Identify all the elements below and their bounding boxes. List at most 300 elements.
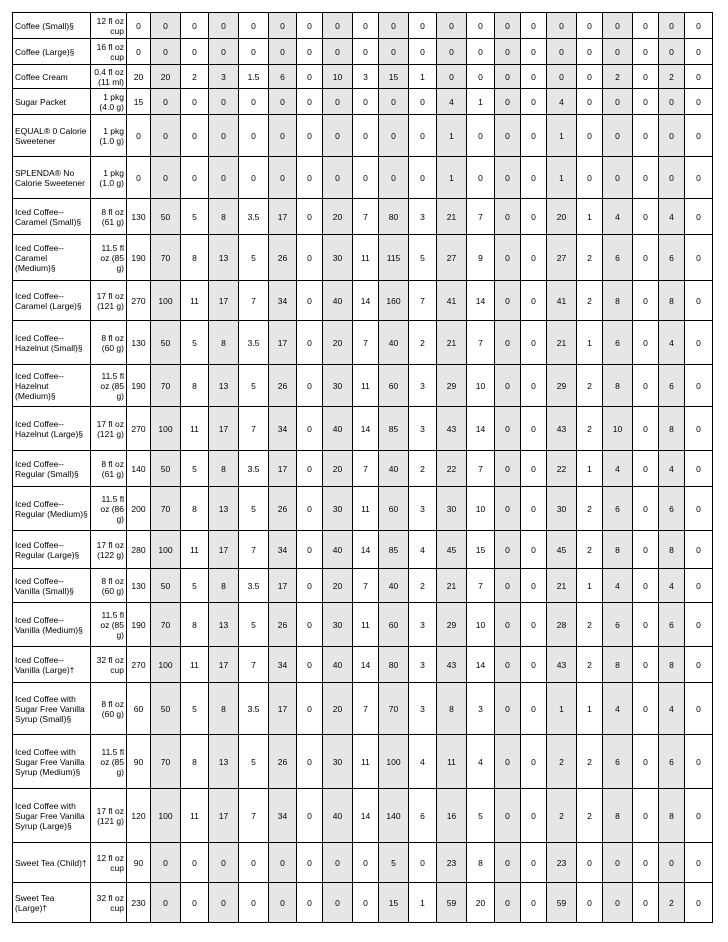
value-cell: 0 (127, 157, 151, 199)
value-cell: 0 (685, 735, 713, 789)
value-cell: 29 (547, 365, 577, 407)
value-cell: 0 (521, 39, 547, 65)
value-cell: 100 (151, 407, 181, 451)
value-cell: 0 (239, 39, 269, 65)
value-cell: 7 (239, 531, 269, 569)
value-cell: 34 (269, 281, 297, 321)
value-cell: 0 (633, 13, 659, 39)
nutrition-table (12, 12, 713, 923)
value-cell: 0 (181, 157, 209, 199)
value-cell: 16 (437, 789, 467, 843)
value-cell: 4 (659, 451, 685, 487)
value-cell: 0 (353, 13, 379, 39)
value-cell: 1 (467, 89, 495, 115)
value-cell: 20 (323, 683, 353, 735)
value-cell: 0 (209, 157, 239, 199)
value-cell: 14 (467, 647, 495, 683)
value-cell: 200 (127, 487, 151, 531)
value-cell: 6 (603, 603, 633, 647)
value-cell: 4 (603, 451, 633, 487)
value-cell: 3.5 (239, 321, 269, 365)
value-cell: 17 (269, 199, 297, 235)
serving-size-cell: 11.5 fl oz (86 g) (91, 487, 127, 531)
value-cell: 0 (633, 235, 659, 281)
value-cell: 270 (127, 647, 151, 683)
value-cell: 70 (379, 683, 409, 735)
serving-size-cell: 17 fl oz (121 g) (91, 281, 127, 321)
item-name-cell: EQUAL® 0 Calorie Sweetener (13, 115, 91, 157)
value-cell: 11 (353, 235, 379, 281)
value-cell: 0 (379, 115, 409, 157)
value-cell: 0 (495, 569, 521, 603)
serving-size-cell: 1 pkg (1.0 g) (91, 115, 127, 157)
value-cell: 41 (437, 281, 467, 321)
value-cell: 0 (633, 39, 659, 65)
value-cell: 43 (437, 407, 467, 451)
value-cell: 3 (353, 65, 379, 89)
value-cell: 0 (521, 115, 547, 157)
value-cell: 0 (633, 281, 659, 321)
value-cell: 2 (577, 487, 603, 531)
value-cell: 4 (659, 683, 685, 735)
value-cell: 6 (603, 321, 633, 365)
value-cell: 17 (209, 407, 239, 451)
serving-size-cell: 0.4 fl oz (11 ml) (91, 65, 127, 89)
value-cell: 11 (181, 789, 209, 843)
value-cell: 60 (379, 365, 409, 407)
value-cell: 3 (409, 407, 437, 451)
value-cell: 2 (577, 789, 603, 843)
value-cell: 0 (297, 199, 323, 235)
value-cell: 0 (409, 13, 437, 39)
value-cell: 5 (239, 365, 269, 407)
value-cell: 1 (577, 683, 603, 735)
value-cell: 0 (521, 647, 547, 683)
value-cell: 0 (353, 157, 379, 199)
value-cell: 1.5 (239, 65, 269, 89)
value-cell: 0 (323, 115, 353, 157)
value-cell: 5 (467, 789, 495, 843)
value-cell: 1 (547, 683, 577, 735)
value-cell: 1 (547, 157, 577, 199)
value-cell: 0 (209, 843, 239, 883)
value-cell: 14 (353, 789, 379, 843)
value-cell: 0 (467, 115, 495, 157)
value-cell: 0 (297, 843, 323, 883)
value-cell: 0 (495, 683, 521, 735)
value-cell: 7 (353, 569, 379, 603)
value-cell: 6 (269, 65, 297, 89)
item-name-cell: Iced Coffee-- Hazelnut (Large)§ (13, 407, 91, 451)
value-cell: 0 (297, 157, 323, 199)
value-cell: 7 (467, 451, 495, 487)
value-cell: 0 (633, 603, 659, 647)
value-cell: 0 (685, 569, 713, 603)
value-cell: 11 (353, 735, 379, 789)
value-cell: 0 (495, 157, 521, 199)
value-cell: 0 (521, 683, 547, 735)
value-cell: 6 (659, 365, 685, 407)
value-cell: 8 (181, 487, 209, 531)
value-cell: 0 (495, 451, 521, 487)
value-cell: 0 (409, 843, 437, 883)
value-cell: 6 (603, 235, 633, 281)
serving-size-cell: 8 fl oz (60 g) (91, 321, 127, 365)
value-cell: 50 (151, 683, 181, 735)
value-cell: 60 (379, 487, 409, 531)
item-name-cell: SPLENDA® No Calorie Sweetener (13, 157, 91, 199)
value-cell: 8 (659, 531, 685, 569)
item-name-cell: Sweet Tea (Large)† (13, 883, 91, 923)
value-cell: 0 (239, 157, 269, 199)
value-cell: 70 (151, 735, 181, 789)
value-cell: 20 (323, 199, 353, 235)
value-cell: 0 (209, 13, 239, 39)
value-cell: 0 (297, 647, 323, 683)
value-cell: 0 (521, 843, 547, 883)
value-cell: 3 (467, 683, 495, 735)
serving-size-cell: 12 fl oz cup (91, 13, 127, 39)
value-cell: 70 (151, 487, 181, 531)
value-cell: 0 (685, 321, 713, 365)
value-cell: 1 (409, 883, 437, 923)
value-cell: 8 (467, 843, 495, 883)
serving-size-cell: 8 fl oz (60 g) (91, 569, 127, 603)
value-cell: 22 (547, 451, 577, 487)
value-cell: 0 (297, 13, 323, 39)
value-cell: 5 (379, 843, 409, 883)
value-cell: 2 (577, 407, 603, 451)
value-cell: 0 (633, 199, 659, 235)
value-cell: 17 (269, 321, 297, 365)
value-cell: 4 (659, 199, 685, 235)
value-cell: 0 (297, 281, 323, 321)
value-cell: 59 (547, 883, 577, 923)
value-cell: 0 (521, 883, 547, 923)
value-cell: 8 (603, 365, 633, 407)
value-cell: 0 (297, 321, 323, 365)
value-cell: 0 (685, 603, 713, 647)
value-cell: 20 (323, 451, 353, 487)
value-cell: 20 (127, 65, 151, 89)
value-cell: 15 (127, 89, 151, 115)
value-cell: 0 (521, 235, 547, 281)
value-cell: 23 (547, 843, 577, 883)
value-cell: 0 (685, 199, 713, 235)
value-cell: 2 (577, 235, 603, 281)
value-cell: 23 (437, 843, 467, 883)
value-cell: 0 (181, 13, 209, 39)
value-cell: 80 (379, 647, 409, 683)
value-cell: 0 (297, 789, 323, 843)
value-cell: 0 (467, 65, 495, 89)
value-cell: 0 (323, 89, 353, 115)
table-row (13, 647, 713, 683)
value-cell: 0 (353, 843, 379, 883)
value-cell: 0 (685, 789, 713, 843)
value-cell: 14 (467, 407, 495, 451)
value-cell: 7 (409, 281, 437, 321)
value-cell: 0 (577, 157, 603, 199)
value-cell: 130 (127, 569, 151, 603)
value-cell: 0 (269, 157, 297, 199)
table-row (13, 569, 713, 603)
value-cell: 0 (297, 39, 323, 65)
value-cell: 0 (323, 13, 353, 39)
value-cell: 0 (437, 13, 467, 39)
value-cell: 0 (297, 883, 323, 923)
value-cell: 15 (379, 883, 409, 923)
value-cell: 7 (239, 281, 269, 321)
value-cell: 0 (685, 843, 713, 883)
value-cell: 26 (269, 487, 297, 531)
value-cell: 8 (181, 735, 209, 789)
value-cell: 14 (353, 407, 379, 451)
value-cell: 28 (547, 603, 577, 647)
value-cell: 26 (269, 735, 297, 789)
value-cell: 70 (151, 603, 181, 647)
value-cell: 70 (151, 365, 181, 407)
value-cell: 0 (521, 735, 547, 789)
value-cell: 0 (633, 789, 659, 843)
value-cell: 100 (151, 789, 181, 843)
value-cell: 100 (151, 531, 181, 569)
value-cell: 21 (547, 569, 577, 603)
value-cell: 11 (353, 603, 379, 647)
serving-size-cell: 11.5 fl oz (85 g) (91, 603, 127, 647)
value-cell: 6 (659, 487, 685, 531)
value-cell: 0 (323, 157, 353, 199)
value-cell: 2 (577, 281, 603, 321)
value-cell: 0 (379, 13, 409, 39)
item-name-cell: Iced Coffee with Sugar Free Vanilla Syrup (Medium)§ (13, 735, 91, 789)
value-cell: 0 (323, 39, 353, 65)
value-cell: 21 (437, 199, 467, 235)
item-name-cell: Iced Coffee with Sugar Free Vanilla Syrup (Large)§ (13, 789, 91, 843)
value-cell: 8 (603, 531, 633, 569)
value-cell: 0 (495, 531, 521, 569)
value-cell: 13 (209, 603, 239, 647)
value-cell: 4 (603, 199, 633, 235)
value-cell: 100 (151, 281, 181, 321)
value-cell: 0 (685, 883, 713, 923)
table-row (13, 321, 713, 365)
value-cell: 13 (209, 735, 239, 789)
value-cell: 0 (659, 13, 685, 39)
item-name-cell: Iced Coffee-- Regular (Large)§ (13, 531, 91, 569)
value-cell: 0 (685, 65, 713, 89)
value-cell: 0 (297, 115, 323, 157)
value-cell: 0 (659, 39, 685, 65)
value-cell: 6 (659, 235, 685, 281)
value-cell: 0 (547, 65, 577, 89)
value-cell: 13 (209, 235, 239, 281)
value-cell: 8 (209, 321, 239, 365)
value-cell: 1 (577, 321, 603, 365)
table-row (13, 603, 713, 647)
table-row (13, 65, 713, 89)
value-cell: 50 (151, 199, 181, 235)
value-cell: 29 (437, 365, 467, 407)
value-cell: 0 (181, 883, 209, 923)
value-cell: 0 (495, 789, 521, 843)
value-cell: 7 (353, 321, 379, 365)
value-cell: 3 (409, 365, 437, 407)
value-cell: 17 (269, 683, 297, 735)
value-cell: 0 (297, 365, 323, 407)
value-cell: 2 (181, 65, 209, 89)
value-cell: 17 (209, 647, 239, 683)
value-cell: 0 (685, 531, 713, 569)
value-cell: 3 (409, 647, 437, 683)
value-cell: 0 (151, 39, 181, 65)
value-cell: 0 (521, 451, 547, 487)
value-cell: 0 (297, 735, 323, 789)
value-cell: 7 (239, 407, 269, 451)
value-cell: 5 (239, 235, 269, 281)
value-cell: 43 (547, 407, 577, 451)
value-cell: 0 (577, 89, 603, 115)
item-name-cell: Iced Coffee-- Caramel (Medium)§ (13, 235, 91, 281)
item-name-cell: Iced Coffee-- Hazelnut (Small)§ (13, 321, 91, 365)
value-cell: 0 (521, 569, 547, 603)
table-row (13, 531, 713, 569)
value-cell: 0 (379, 157, 409, 199)
item-name-cell: Iced Coffee-- Vanilla (Large)† (13, 647, 91, 683)
value-cell: 0 (323, 843, 353, 883)
value-cell: 0 (297, 89, 323, 115)
value-cell: 0 (151, 13, 181, 39)
value-cell: 26 (269, 235, 297, 281)
serving-size-cell: 11.5 fl oz (85 g) (91, 735, 127, 789)
value-cell: 0 (633, 531, 659, 569)
value-cell: 7 (467, 199, 495, 235)
value-cell: 0 (409, 89, 437, 115)
value-cell: 85 (379, 407, 409, 451)
value-cell: 4 (659, 569, 685, 603)
value-cell: 0 (467, 39, 495, 65)
value-cell: 0 (269, 89, 297, 115)
value-cell: 8 (209, 451, 239, 487)
item-name-cell: Iced Coffee-- Vanilla (Small)§ (13, 569, 91, 603)
value-cell: 0 (297, 603, 323, 647)
value-cell: 0 (659, 157, 685, 199)
value-cell: 270 (127, 281, 151, 321)
value-cell: 0 (151, 843, 181, 883)
value-cell: 0 (209, 89, 239, 115)
value-cell: 5 (181, 199, 209, 235)
value-cell: 0 (547, 13, 577, 39)
value-cell: 11 (353, 487, 379, 531)
value-cell: 2 (409, 321, 437, 365)
value-cell: 0 (495, 199, 521, 235)
value-cell: 0 (437, 65, 467, 89)
value-cell: 30 (323, 735, 353, 789)
value-cell: 0 (603, 115, 633, 157)
value-cell: 0 (603, 39, 633, 65)
value-cell: 160 (379, 281, 409, 321)
value-cell: 30 (323, 487, 353, 531)
value-cell: 22 (437, 451, 467, 487)
value-cell: 17 (209, 789, 239, 843)
value-cell: 1 (547, 115, 577, 157)
value-cell: 17 (209, 531, 239, 569)
value-cell: 8 (181, 603, 209, 647)
serving-size-cell: 8 fl oz (60 g) (91, 683, 127, 735)
value-cell: 0 (495, 13, 521, 39)
value-cell: 0 (521, 365, 547, 407)
value-cell: 0 (633, 843, 659, 883)
value-cell: 0 (659, 115, 685, 157)
value-cell: 5 (181, 569, 209, 603)
value-cell: 40 (323, 281, 353, 321)
value-cell: 11 (181, 281, 209, 321)
value-cell: 10 (603, 407, 633, 451)
value-cell: 11 (181, 531, 209, 569)
serving-size-cell: 1 pkg (1.0 g) (91, 157, 127, 199)
value-cell: 5 (239, 603, 269, 647)
value-cell: 100 (151, 647, 181, 683)
value-cell: 0 (151, 883, 181, 923)
value-cell: 8 (209, 683, 239, 735)
value-cell: 5 (239, 487, 269, 531)
value-cell: 280 (127, 531, 151, 569)
value-cell: 7 (239, 789, 269, 843)
value-cell: 0 (209, 883, 239, 923)
value-cell: 130 (127, 321, 151, 365)
value-cell: 40 (323, 647, 353, 683)
value-cell: 7 (239, 647, 269, 683)
value-cell: 230 (127, 883, 151, 923)
value-cell: 0 (633, 735, 659, 789)
value-cell: 0 (633, 683, 659, 735)
value-cell: 0 (181, 115, 209, 157)
value-cell: 10 (467, 487, 495, 531)
value-cell: 5 (181, 451, 209, 487)
value-cell: 0 (151, 157, 181, 199)
table-row (13, 789, 713, 843)
value-cell: 0 (353, 115, 379, 157)
value-cell: 0 (633, 647, 659, 683)
table-row (13, 281, 713, 321)
value-cell: 41 (547, 281, 577, 321)
value-cell: 0 (633, 321, 659, 365)
value-cell: 20 (151, 65, 181, 89)
value-cell: 0 (633, 365, 659, 407)
value-cell: 3.5 (239, 569, 269, 603)
item-name-cell: Iced Coffee with Sugar Free Vanilla Syrup (Small)§ (13, 683, 91, 735)
value-cell: 8 (659, 281, 685, 321)
value-cell: 7 (353, 199, 379, 235)
value-cell: 34 (269, 407, 297, 451)
value-cell: 0 (495, 115, 521, 157)
value-cell: 34 (269, 647, 297, 683)
table-row (13, 115, 713, 157)
value-cell: 11 (181, 647, 209, 683)
value-cell: 0 (353, 39, 379, 65)
value-cell: 0 (239, 115, 269, 157)
value-cell: 13 (209, 487, 239, 531)
value-cell: 6 (659, 603, 685, 647)
value-cell: 1 (437, 115, 467, 157)
value-cell: 0 (297, 235, 323, 281)
value-cell: 10 (467, 603, 495, 647)
value-cell: 11 (181, 407, 209, 451)
value-cell: 6 (603, 735, 633, 789)
value-cell: 190 (127, 365, 151, 407)
serving-size-cell: 16 fl oz cup (91, 39, 127, 65)
table-row (13, 13, 713, 39)
